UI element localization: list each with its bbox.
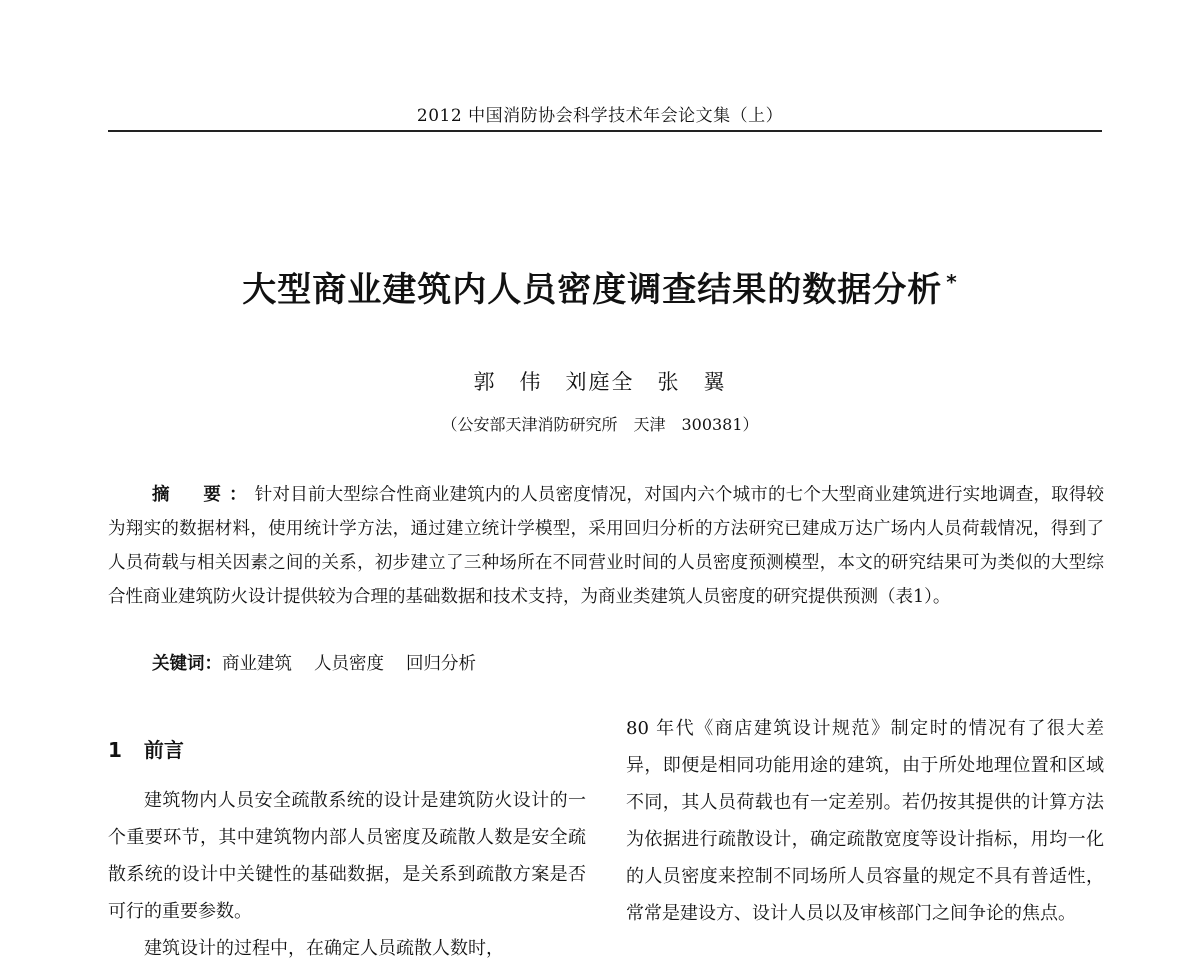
paper-title	[0, 262, 1200, 311]
paper-title-text: 大型商业建筑内人员密度调查结果的数据分析	[242, 270, 943, 310]
body-paragraph: 建筑物内人员安全疏散系统的设计是建筑防火设计的一个重要环节，其中建筑物内部人员密度及疏散人数是安全疏散系统的设计中关键性的基础数据，是关系到疏散方案是否可行的重要参数。	[108, 790, 586, 922]
keyword: 回归分析	[406, 654, 476, 674]
keyword: 商业建筑	[222, 654, 292, 674]
abstract-text: 针对目前大型综合性商业建筑内的人员密度情况，对国内六个城市的七个大型商业建筑进行实地调查，取得较为翔实的数据材料，使用统计学方法，通过建立统计学模型，采用回归分析的方法研究已建成万达广场内人员荷载情况，得到了人员荷载与相关因素之间的关系，初步建立了三种场所在不同营业时间的人员密度预测模型，本文的研究结果可为类似的大型综合性商业建筑防火设计提供较为合理的基础数据和技术支持，为商业类建筑人员密度的研究提供预测（表1）。	[108, 485, 1105, 607]
abstract-label: 摘 要：	[152, 485, 255, 505]
left-column	[108, 732, 586, 967]
section-title: 前言	[143, 738, 184, 762]
keywords-label: 关键词：	[152, 654, 222, 674]
header-rule	[108, 130, 1102, 132]
body-paragraph: 80 年代《商店建筑设计规范》制定时的情况有了很大差异，即便是相同功能用途的建筑，由于所处地理位置和区域不同，其人员荷载也有一定差别。若仍按其提供的计算方法为依据进行疏散设计，确定疏散宽度等设计指标，用均一化的人员密度来控制不同场所人员容量的规定不具有普适性，常常是建设方、设计人员以及审核部门之间争论的焦点。	[626, 718, 1104, 924]
abstract	[108, 478, 1104, 614]
keywords	[152, 647, 1102, 681]
title-footnote-mark: *	[946, 269, 958, 294]
keyword: 人员密度	[314, 654, 384, 674]
section-heading	[108, 732, 586, 782]
body-paragraph: 建筑设计的过程中，在确定人员疏散人数时，	[144, 938, 504, 959]
affiliation: （公安部天津消防研究所 天津 300381）	[441, 415, 759, 434]
running-header: 2012 中国消防协会科学技术年会论文集（上）	[416, 106, 784, 126]
section-number: 1	[108, 738, 122, 762]
authors: 郭 伟 刘庭全 张 翼	[473, 370, 727, 394]
right-column	[626, 710, 1104, 932]
